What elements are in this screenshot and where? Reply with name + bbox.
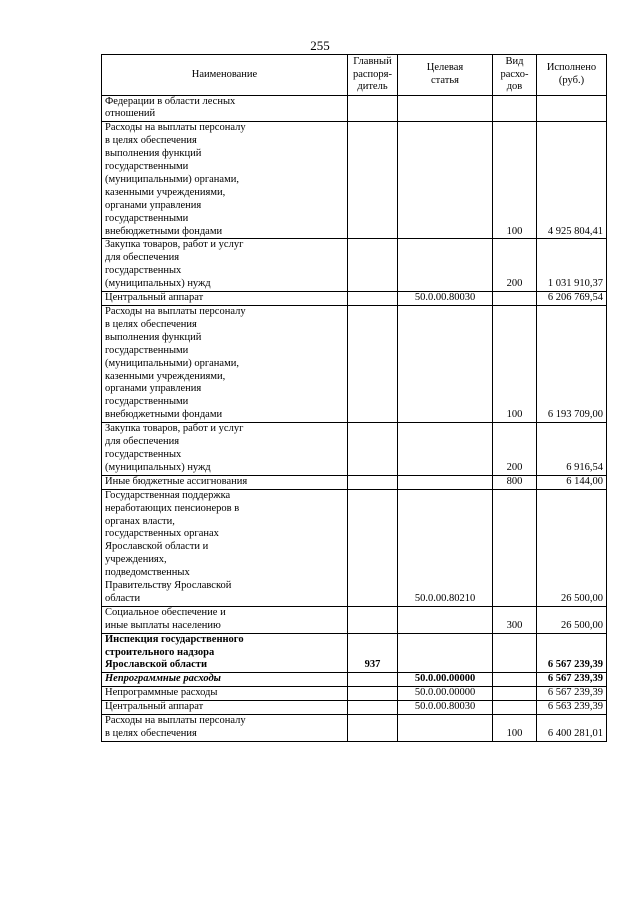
cell-amount: 26 500,00 [537,489,607,606]
cell-target [398,475,493,489]
cell-name: Непрограммные расходы [102,673,348,687]
header-main-manager: Главный распоря- дитель [348,55,398,96]
cell-kind: 300 [493,606,537,633]
cell-main [348,475,398,489]
header-name: Наименование [102,55,348,96]
cell-target: 50.0.00.80030 [398,701,493,715]
cell-target [398,306,493,423]
cell-name: Закупка товаров, работ и услуг для обеспечения государственных (муниципальных) нужд [102,423,348,476]
cell-kind: 800 [493,475,537,489]
cell-main [348,673,398,687]
cell-amount [537,95,607,122]
cell-name: Иные бюджетные ассигнования [102,475,348,489]
table-header-row [102,55,607,96]
cell-target: 50.0.00.80030 [398,292,493,306]
cell-name: Расходы на выплаты персоналу в целях обеспечения [102,715,348,742]
cell-kind: 100 [493,122,537,239]
cell-kind: 100 [493,715,537,742]
cell-name: Непрограммные расходы [102,687,348,701]
cell-name: Центральный аппарат [102,701,348,715]
cell-kind [493,673,537,687]
cell-target: 50.0.00.00000 [398,673,493,687]
cell-kind [493,633,537,673]
table-row [102,687,607,701]
cell-kind: 100 [493,306,537,423]
cell-amount: 1 031 910,37 [537,239,607,292]
cell-main [348,239,398,292]
cell-target: 50.0.00.00000 [398,687,493,701]
cell-name: Государственная поддержка неработающих пенсионеров в органах власти, государственных органах Ярославской области и учреждениях, подведомственных Правительству Ярославской области [102,489,348,606]
cell-name: Социальное обеспечение и иные выплаты населению [102,606,348,633]
header-expense-type: Вид расхо- дов [493,55,537,96]
table-row [102,95,607,122]
cell-target [398,606,493,633]
cell-target [398,633,493,673]
cell-amount: 6 916,54 [537,423,607,476]
cell-main [348,701,398,715]
table-row [102,292,607,306]
cell-amount: 6 144,00 [537,475,607,489]
page-number: 255 [310,38,330,53]
cell-target [398,715,493,742]
cell-name: Инспекция государственного строительного надзора Ярославской области [102,633,348,673]
cell-amount: 6 193 709,00 [537,306,607,423]
header-target-article: Целевая статья [398,55,493,96]
cell-main [348,489,398,606]
budget-table [101,54,607,742]
cell-target: 50.0.00.80210 [398,489,493,606]
cell-main [348,292,398,306]
cell-kind: 200 [493,423,537,476]
cell-name: Расходы на выплаты персоналу в целях обеспечения выполнения функций государственными (муниципальными) органами, казенными учреждениями, органами управления государственными внебюджетными фондами [102,306,348,423]
cell-amount: 26 500,00 [537,606,607,633]
cell-main [348,715,398,742]
table-row [102,306,607,423]
cell-target [398,423,493,476]
cell-kind [493,701,537,715]
cell-kind [493,95,537,122]
cell-main [348,122,398,239]
table-row [102,633,607,673]
cell-main: 937 [348,633,398,673]
cell-amount: 6 567 239,39 [537,687,607,701]
table-body [102,95,607,741]
cell-amount: 6 563 239,39 [537,701,607,715]
cell-amount: 6 400 281,01 [537,715,607,742]
cell-name: Расходы на выплаты персоналу в целях обеспечения выполнения функций государственными (муниципальными) органами, казенными учреждениями, органами управления государственными внебюджетными фондами [102,122,348,239]
cell-target [398,95,493,122]
cell-kind: 200 [493,239,537,292]
cell-amount: 6 567 239,39 [537,673,607,687]
table-row [102,423,607,476]
cell-name: Федерации в области лесных отношений [102,95,348,122]
cell-kind [493,687,537,701]
cell-main [348,687,398,701]
cell-kind [493,489,537,606]
cell-kind [493,292,537,306]
cell-main [348,306,398,423]
cell-main [348,423,398,476]
table-row [102,489,607,606]
table-row [102,606,607,633]
cell-target [398,122,493,239]
cell-amount: 6 206 769,54 [537,292,607,306]
table-row [102,239,607,292]
table-row [102,701,607,715]
cell-amount: 4 925 804,41 [537,122,607,239]
cell-target [398,239,493,292]
table-row [102,122,607,239]
cell-main [348,606,398,633]
table-row [102,673,607,687]
cell-name: Закупка товаров, работ и услуг для обеспечения государственных (муниципальных) нужд [102,239,348,292]
header-executed: Исполнено (руб.) [537,55,607,96]
cell-main [348,95,398,122]
cell-name: Центральный аппарат [102,292,348,306]
table-row [102,475,607,489]
cell-amount: 6 567 239,39 [537,633,607,673]
table-row [102,715,607,742]
